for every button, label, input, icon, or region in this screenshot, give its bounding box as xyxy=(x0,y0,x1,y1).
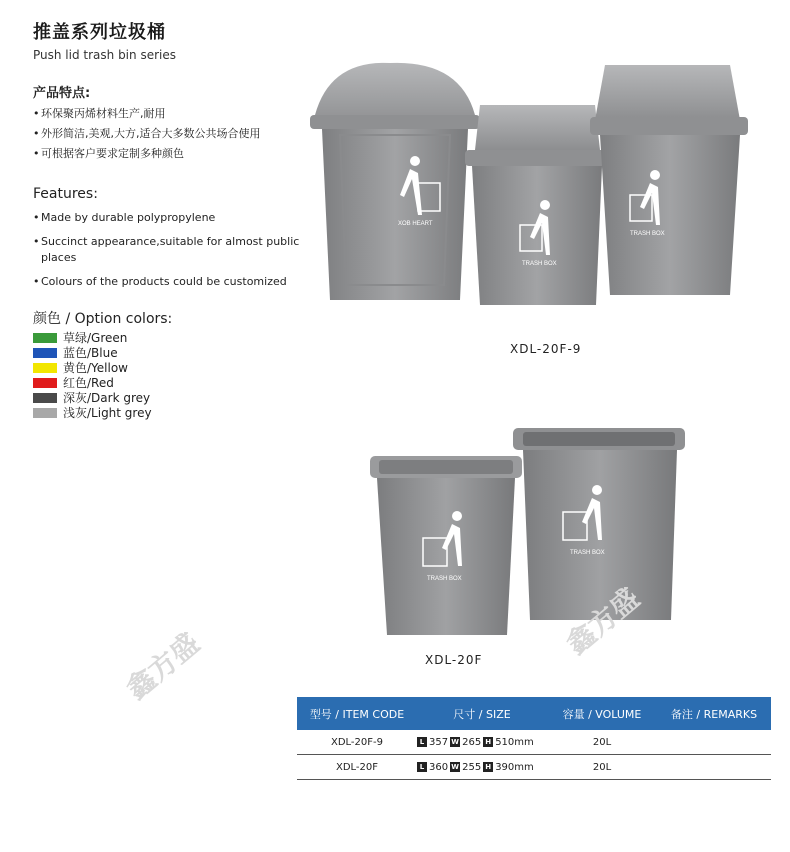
color-label: 黄色/Yellow xyxy=(63,361,128,375)
feature-cn-item: • 外形简洁,美观,大方,适合大多数公共场合使用 xyxy=(33,124,261,144)
size-width: 255 xyxy=(462,761,482,773)
color-label: 深灰/Dark grey xyxy=(63,391,151,405)
bin-label-text: XOB HEART xyxy=(398,221,433,227)
color-option xyxy=(33,375,152,390)
color-label: 草绿/Green xyxy=(63,331,128,345)
size-height: 390mm xyxy=(495,761,534,773)
features-cn-list xyxy=(33,104,261,164)
feature-cn-item: • 环保聚丙烯材料生产,耐用 xyxy=(33,104,261,124)
table-row xyxy=(297,730,771,755)
color-list xyxy=(33,330,152,420)
color-option xyxy=(33,330,152,345)
product-image-xdl-20f-9 xyxy=(300,55,760,315)
cell-volume: 20L xyxy=(592,761,612,773)
color-label: 浅灰/Light grey xyxy=(63,406,152,420)
cell-volume: 20L xyxy=(592,736,612,748)
color-option xyxy=(33,360,152,375)
watermark-text: 鑫方盛 xyxy=(560,581,646,661)
bin-label-text: TRASH BOX xyxy=(630,231,665,237)
color-swatch xyxy=(33,348,57,358)
features-en-heading: Features: xyxy=(33,186,98,202)
cell-item-code: XDL-20F-9 xyxy=(330,736,383,748)
page-title: 推盖系列垃圾桶 xyxy=(33,22,166,43)
model-label-xdl-20f-9: XDL-20F-9 xyxy=(510,342,582,356)
bin-label-text: TRASH BOX xyxy=(522,261,557,267)
bin-label-text: TRASH BOX xyxy=(570,550,605,556)
width-tag: W xyxy=(451,738,459,746)
table-row xyxy=(297,755,771,780)
bin-open-left xyxy=(370,456,522,635)
color-swatch xyxy=(33,363,57,373)
bin-label-text: TRASH BOX xyxy=(427,576,462,582)
header-item-code: 型号 / ITEM CODE xyxy=(309,707,405,721)
features-en-list xyxy=(33,210,303,298)
size-length: 357 xyxy=(429,736,449,748)
feature-en-item: • Made by durable polypropylene xyxy=(33,210,303,226)
color-swatch xyxy=(33,393,57,403)
height-tag: H xyxy=(483,762,493,772)
spec-table xyxy=(297,697,771,780)
size-height: 510mm xyxy=(495,736,534,748)
feature-cn-item: • 可根据客户要求定制多种颜色 xyxy=(33,144,261,164)
product-image-xdl-20f xyxy=(365,420,695,645)
header-remarks: 备注 / REMARKS xyxy=(670,707,758,721)
size-width: 265 xyxy=(462,736,482,748)
cell-size xyxy=(417,737,547,748)
feature-en-item: • Succinct appearance,suitable for almost public places xyxy=(33,234,303,266)
watermark-text: 鑫方盛 xyxy=(120,626,206,706)
color-label: 蓝色/Blue xyxy=(63,346,118,360)
color-option xyxy=(33,405,152,420)
bin-middle xyxy=(465,105,610,305)
length-tag: L xyxy=(417,762,427,772)
color-swatch xyxy=(33,333,57,343)
features-cn-heading: 产品特点: xyxy=(33,86,91,101)
header-size: 尺寸 / SIZE xyxy=(453,707,511,721)
cell-item-code: XDL-20F xyxy=(335,761,379,773)
size-length: 360 xyxy=(429,761,449,773)
cell-size xyxy=(417,762,547,773)
bin-right xyxy=(590,65,748,295)
bin-left xyxy=(310,63,480,300)
model-label-xdl-20f: XDL-20F xyxy=(425,653,483,667)
page-subtitle: Push lid trash bin series xyxy=(33,48,176,62)
color-swatch xyxy=(33,408,57,418)
color-swatch xyxy=(33,378,57,388)
feature-en-item: • Colours of the products could be customized xyxy=(33,274,303,290)
color-option xyxy=(33,390,152,405)
length-tag: L xyxy=(417,737,427,747)
height-tag: H xyxy=(483,737,493,747)
width-tag: W xyxy=(451,763,459,771)
colors-heading: 颜色 / Option colors: xyxy=(33,311,173,327)
header-volume: 容量 / VOLUME xyxy=(562,707,642,721)
table-header xyxy=(297,697,771,730)
color-option xyxy=(33,345,152,360)
color-label: 红色/Red xyxy=(63,376,114,390)
bin-open-right xyxy=(513,428,685,620)
